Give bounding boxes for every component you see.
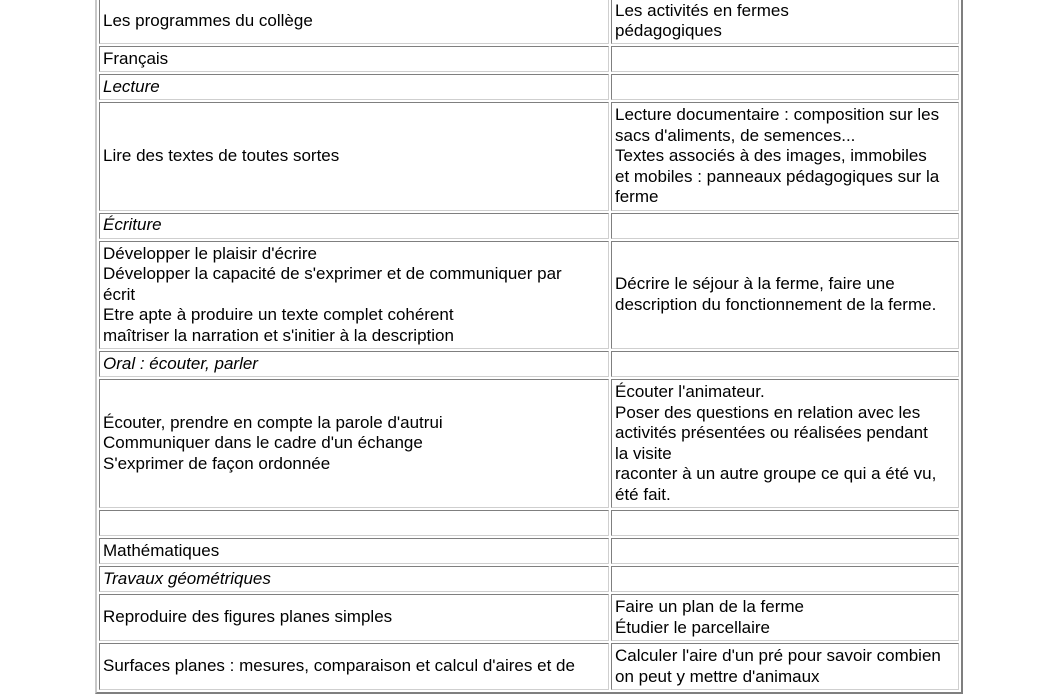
lecture-programme <box>99 102 609 211</box>
cell-line: S'exprimer de façon ordonnée <box>103 453 331 473</box>
cell-text: Lire des textes de toutes sortes <box>103 146 340 165</box>
ecriture-programme <box>99 241 609 350</box>
empty-cell <box>611 351 959 377</box>
cell-line: Développer la capacité de s'exprimer et de communiquer par <box>103 264 562 283</box>
header-activites <box>611 0 959 44</box>
cell-line: et mobiles : panneaux pédagogiques sur la <box>615 166 940 186</box>
table-row <box>99 643 959 690</box>
table-header-row <box>99 0 959 44</box>
cell-text: Reproduire des figures planes simples <box>103 607 393 627</box>
empty-cell <box>611 46 959 72</box>
oral-programme <box>99 379 609 508</box>
table-row <box>99 46 959 72</box>
cell-line: écrit <box>103 284 136 304</box>
surfaces-programme <box>99 643 609 690</box>
cell-line: ferme <box>615 187 659 206</box>
cell-line: on peut y mettre d'animaux <box>615 666 820 686</box>
table-row <box>99 351 959 377</box>
table-row <box>99 241 959 350</box>
cell-line: été fait. <box>615 484 671 504</box>
table-row <box>99 566 959 592</box>
cell-text: Surfaces planes : mesures, comparaison et calcul d'aires et de <box>103 656 575 676</box>
empty-cell <box>611 566 959 592</box>
cell-line: Lecture documentaire : composition sur les <box>615 105 940 124</box>
cell-line: description du fonctionnement de la ferme. <box>615 294 937 314</box>
table-row <box>99 538 959 564</box>
curriculum-table <box>95 0 963 694</box>
empty-cell <box>611 538 959 564</box>
cell-line: Etre apte à produire un texte complet cohérent <box>103 305 454 324</box>
section-travaux-geometriques: Travaux géométriques <box>99 566 609 592</box>
empty-cell <box>99 510 609 536</box>
empty-cell <box>611 74 959 100</box>
empty-cell <box>611 213 959 239</box>
table-row-blank <box>99 510 959 536</box>
cell-line: Calculer l'aire d'un pré pour savoir combien <box>615 646 941 665</box>
cell-line: Faire un plan de la ferme <box>615 597 804 616</box>
table-row <box>99 594 959 641</box>
ecriture-activites <box>611 241 959 350</box>
empty-cell <box>611 510 959 536</box>
cell-line: Communiquer dans le cadre d'un échange <box>103 433 423 453</box>
section-lecture: Lecture <box>99 74 609 100</box>
lecture-activites <box>611 102 959 211</box>
header-programmes-text: Les programmes du collège <box>103 10 313 30</box>
cell-line: la visite <box>615 443 672 463</box>
travaux-programme <box>99 594 609 641</box>
cell-line: maîtriser la narration et s'initier à la description <box>103 325 454 345</box>
cell-line: Étudier le parcellaire <box>615 617 770 637</box>
surfaces-activites <box>611 643 959 690</box>
table-row <box>99 102 959 211</box>
oral-activites <box>611 379 959 508</box>
table-row <box>99 379 959 508</box>
header-programmes <box>99 0 609 44</box>
table-row <box>99 74 959 100</box>
header-activites-line1: Les activités en fermes <box>615 0 789 20</box>
table-row <box>99 213 959 239</box>
cell-line: raconter à un autre groupe ce qui a été vu, <box>615 464 937 483</box>
section-ecriture: Écriture <box>99 213 609 239</box>
cell-line: Textes associés à des images, immobiles <box>615 146 927 165</box>
cell-line: activités présentées ou réalisées pendant <box>615 423 928 442</box>
cell-line: sacs d'aliments, de semences... <box>615 125 856 145</box>
cell-line: Écouter l'animateur. <box>615 382 765 401</box>
cell-line: Écouter, prendre en compte la parole d'autrui <box>103 412 443 432</box>
travaux-activites <box>611 594 959 641</box>
cell-line: Décrire le séjour à la ferme, faire une <box>615 274 895 294</box>
subject-francais: Français <box>99 46 609 72</box>
header-activites-line2: pédagogiques <box>615 21 722 40</box>
cell-line: Développer le plaisir d'écrire <box>103 243 317 263</box>
subject-mathematiques: Mathématiques <box>99 538 609 564</box>
cell-line: Poser des questions en relation avec les <box>615 402 921 422</box>
section-oral: Oral : écouter, parler <box>99 351 609 377</box>
